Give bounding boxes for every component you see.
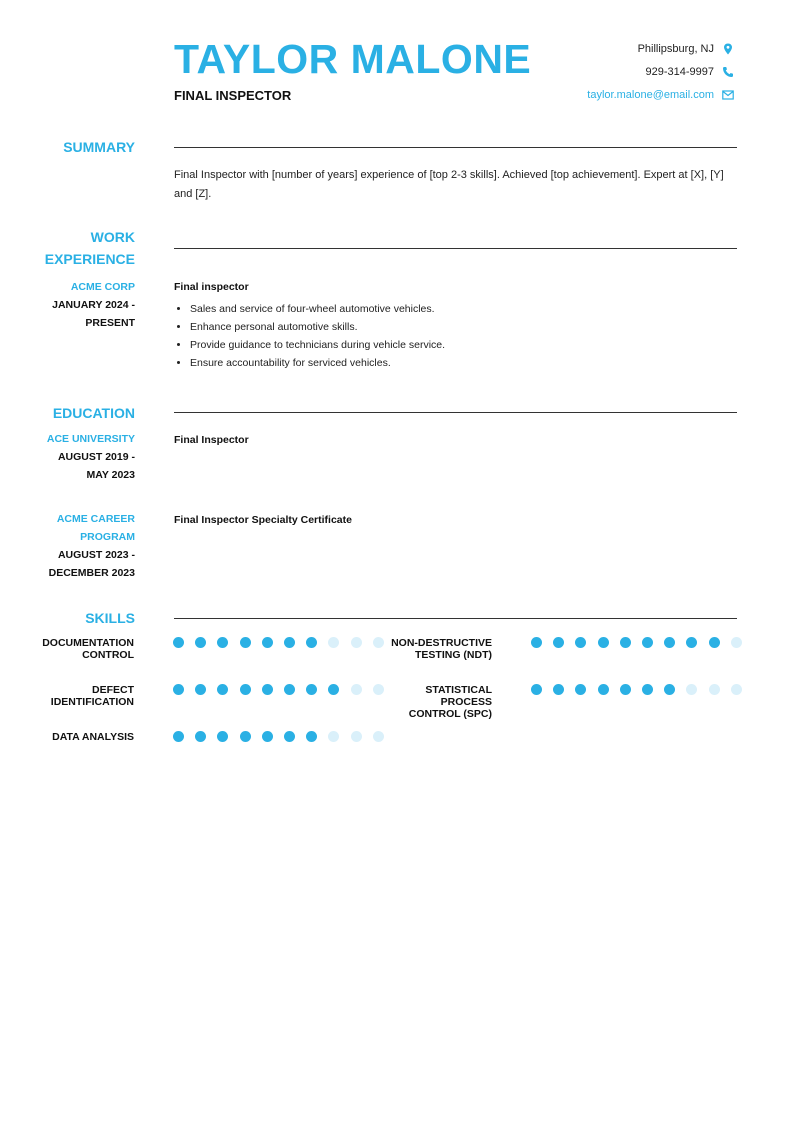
job-title: FINAL INSPECTOR — [174, 88, 292, 103]
skill-dot-filled — [240, 684, 251, 695]
skill-dot-empty — [328, 731, 339, 742]
skill-dot-filled — [306, 637, 317, 648]
email-link[interactable]: taylor.malone@email.com — [587, 89, 714, 101]
summary-divider — [174, 147, 737, 148]
skill-dot-empty — [373, 731, 384, 742]
skill-label-line: DATA ANALYSIS — [52, 731, 134, 743]
skill-dot-filled — [195, 731, 206, 742]
skill-rating — [531, 637, 742, 648]
work-heading-line1: WORK — [90, 229, 135, 245]
skill-dot-filled — [262, 731, 273, 742]
skill-dot-filled — [262, 684, 273, 695]
skill-dot-filled — [306, 684, 317, 695]
skill-dot-filled — [328, 684, 339, 695]
skill-label-line: TESTING (NDT) — [415, 649, 492, 661]
skill-dot-filled — [553, 684, 564, 695]
skill-dot-filled — [217, 684, 228, 695]
skill-dot-filled — [642, 684, 653, 695]
skill-dot-filled — [686, 637, 697, 648]
skill-dot-filled — [553, 637, 564, 648]
skill-dot-filled — [195, 637, 206, 648]
work-bullet: • Enhance personal automotive skills. — [190, 318, 445, 336]
skill-dot-filled — [598, 684, 609, 695]
location-text: Phillipsburg, NJ — [637, 43, 714, 55]
skill-label — [377, 637, 492, 661]
skill-dot-filled — [620, 684, 631, 695]
skill-dot-filled — [531, 637, 542, 648]
contact-email[interactable] — [587, 89, 734, 101]
education-divider — [174, 412, 737, 413]
skill-rating — [531, 684, 742, 695]
skill-label — [19, 731, 134, 743]
skill-dot-filled — [173, 731, 184, 742]
skill-dot-empty — [709, 684, 720, 695]
skill-label — [19, 684, 134, 708]
education-school: ACME CAREER — [56, 513, 135, 525]
education-heading: EDUCATION — [52, 405, 135, 421]
work-company: ACME CORP — [70, 281, 135, 293]
skill-dot-filled — [664, 684, 675, 695]
skill-dot-filled — [284, 684, 295, 695]
skill-dot-filled — [262, 637, 273, 648]
contact-phone — [645, 66, 734, 78]
skill-dot-filled — [709, 637, 720, 648]
work-dates-start: JANUARY 2024 - — [52, 299, 135, 311]
skill-dot-filled — [306, 731, 317, 742]
skill-label-line: STATISTICAL PROCESS — [425, 684, 492, 708]
skill-dot-filled — [240, 731, 251, 742]
phone-icon — [722, 66, 734, 78]
skill-dot-filled — [173, 684, 184, 695]
education-dates-end: MAY 2023 — [86, 469, 135, 481]
phone-text: 929-314-9997 — [645, 66, 714, 78]
work-divider — [174, 248, 737, 249]
work-heading-line2: EXPERIENCE — [44, 251, 135, 267]
skill-label — [377, 684, 492, 720]
summary-heading: SUMMARY — [63, 139, 135, 155]
skill-dot-filled — [240, 637, 251, 648]
skill-dot-filled — [284, 637, 295, 648]
skill-dot-filled — [598, 637, 609, 648]
education-school: ACE UNIVERSITY — [46, 433, 135, 445]
skill-dot-filled — [642, 637, 653, 648]
skill-dot-filled — [173, 637, 184, 648]
work-bullet: • Ensure accountability for serviced vehicles. — [190, 354, 445, 372]
work-bullets — [174, 300, 445, 372]
skill-label-line: DEFECT — [92, 684, 134, 696]
skill-label-line: CONTROL (SPC) — [408, 708, 492, 720]
work-heading — [20, 226, 135, 270]
work-bullet: • Sales and service of four-wheel automotive vehicles. — [190, 300, 445, 318]
skill-dot-filled — [217, 731, 228, 742]
summary-text: Final Inspector with [number of years] experience of [top 2-3 skills]. Achieved [top achievement]. Expert at [X], [Y] and [Z]. — [174, 169, 724, 200]
skill-dot-filled — [531, 684, 542, 695]
skill-dot-filled — [284, 731, 295, 742]
skill-label-line: NON-DESTRUCTIVE — [391, 637, 492, 649]
skill-dot-filled — [664, 637, 675, 648]
skill-dot-filled — [620, 637, 631, 648]
education-degree: Final Inspector Specialty Certificate — [174, 514, 352, 526]
skill-label-line: IDENTIFICATION — [50, 696, 134, 708]
skill-dot-filled — [195, 684, 206, 695]
skill-dot-empty — [686, 684, 697, 695]
skill-dot-filled — [575, 637, 586, 648]
skill-label-line: CONTROL — [82, 649, 134, 661]
education-school-cont: PROGRAM — [80, 531, 135, 543]
map-pin-icon — [722, 43, 734, 55]
skill-dot-filled — [217, 637, 228, 648]
education-dates-start: AUGUST 2019 - — [57, 451, 135, 463]
skill-dot-empty — [351, 731, 362, 742]
education-dates-end: DECEMBER 2023 — [48, 567, 135, 579]
work-dates-end: PRESENT — [85, 317, 135, 329]
skills-divider — [174, 618, 737, 619]
work-bullet: • Provide guidance to technicians during vehicle service. — [190, 336, 445, 354]
candidate-name: TAYLOR MALONE — [174, 36, 532, 82]
skill-dot-filled — [575, 684, 586, 695]
skill-rating — [173, 684, 384, 695]
education-degree: Final Inspector — [174, 434, 249, 446]
skills-heading: SKILLS — [85, 610, 135, 626]
skill-rating — [173, 637, 384, 648]
skill-dot-empty — [731, 684, 742, 695]
education-dates-start: AUGUST 2023 - — [57, 549, 135, 561]
skill-dot-empty — [351, 684, 362, 695]
contact-location — [638, 43, 734, 55]
skill-dot-empty — [328, 637, 339, 648]
work-role: Final inspector — [174, 281, 249, 293]
skill-rating — [173, 731, 384, 742]
skill-label-line: DOCUMENTATION — [42, 637, 134, 649]
skill-dot-empty — [351, 637, 362, 648]
skill-dot-empty — [731, 637, 742, 648]
skill-label — [19, 637, 134, 661]
envelope-icon — [722, 89, 734, 101]
